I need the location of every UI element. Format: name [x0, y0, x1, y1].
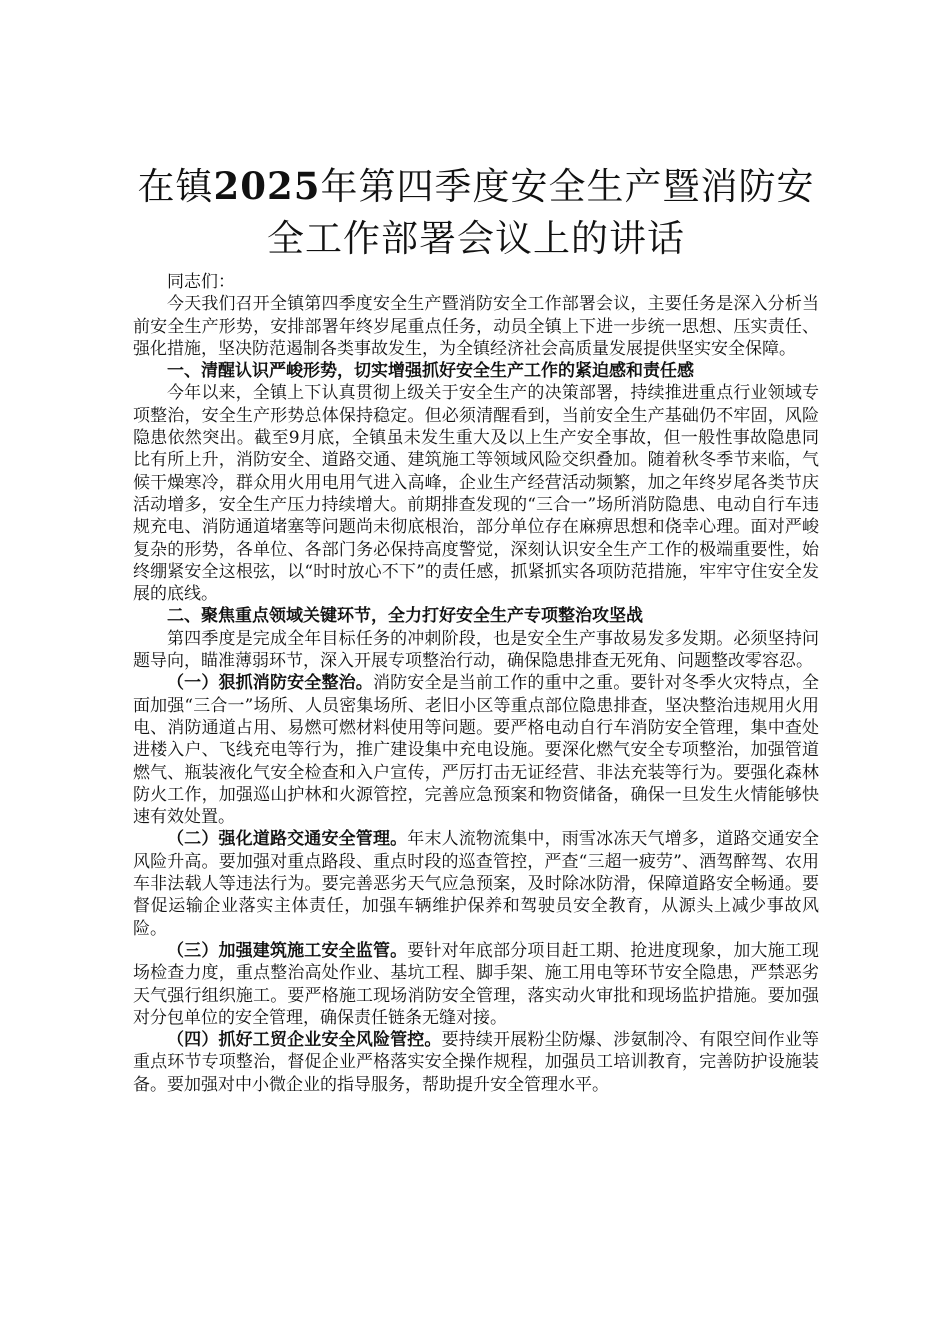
section-2-paragraph: 第四季度是完成全年目标任务的冲刺阶段，也是安全生产事故易发多发期。必须坚持问题导向，瞄准薄弱环节，深入开展专项整治行动，确保隐患排查无死角、问题整改零容忍。 [133, 628, 819, 672]
item-4-text: 要持续开展粉尘防爆、涉氨制冷、有限空间作业等重点环节专项整治，督促企业严格落实安全操作规程，加强员工培训教育，完善防护设施装备。要加强对中小微企业的指导服务，帮助提升安全管理水平。 [133, 1030, 819, 1095]
section-2-heading: 二、聚焦重点领域关键环节，全力打好安全生产专项整治攻坚战 [167, 606, 643, 627]
title-suffix: 年第四季度安全生产暨消防安全工作部署会议上的讲话 [267, 165, 815, 260]
document-title [133, 160, 819, 265]
item-2-text: 年末人流物流集中，雨雪冰冻天气增多，道路交通安全风险升高。要加强对重点路段、重点时段的巡查管控，严查“三超一疲劳”、酒驾醉驾、农用车非法载人等违法行为。要完善恶劣天气应急预案，及时除冰防滑，保障道路安全畅通。要督促运输企业落实主体责任，加强车辆维护保养和驾驶员安全教育，从源头上减少事故风险。 [133, 829, 820, 939]
intro-paragraph: 今天我们召开全镇第四季度安全生产暨消防安全工作部署会议，主要任务是深入分析当前安全生产形势，安排部署年终岁尾重点任务，动员全镇上下进一步统一思想、压实责任、强化措施，坚决防范遏制各类事故发生，为全镇经济社会高质量发展提供坚实安全保障。 [133, 294, 819, 359]
title-prefix: 在镇 [137, 165, 214, 208]
item-1-text: 消防安全是当前工作的重中之重。要针对冬季火灾特点，全面加强“三合一”场所、人员密集场所、老旧小区等重点部位隐患排查，坚决整治违规用火用电、消防通道占用、易燃可燃材料使用等问题。要严格电动自行车消防安全管理，集中查处进楼入户、飞线充电等行为，推广建设集中充电设施。要深化燃气安全专项整治，加强管道燃气、瓶装液化气安全检查和入户宣传，严厉打击无证经营、非法充装等行为。要强化森林防火工作，加强巡山护林和火源管控，完善应急预案和物资储备，确保一旦发生火情能够快速有效处置。 [133, 673, 820, 828]
item-4-lead: （四）抓好工贸企业安全风险管控。 [167, 1030, 442, 1051]
item-3-text: 要针对年底部分项目赶工期、抢进度现象，加大施工现场检查力度，重点整治高处作业、基坑工程、脚手架、施工用电等环节安全隐患，严禁恶劣天气强行组织施工。要严格施工现场消防安全管理，落实动火审批和现场监护措施。要加强对分包单位的安全管理，确保责任链条无缝对接。 [133, 940, 820, 1028]
section-2-item-1 [133, 672, 819, 828]
section-2-item-2 [133, 828, 819, 939]
document-page [133, 160, 819, 1096]
section-1-heading: 一、清醒认识严峻形势，切实增强抓好安全生产工作的紧迫感和责任感 [167, 361, 694, 382]
section-2-item-3 [133, 940, 819, 1029]
item-2-lead: （二）强化道路交通安全管理。 [167, 829, 408, 850]
item-3-lead: （三）加强建筑施工安全监管。 [167, 940, 408, 961]
title-year: 2025 [213, 164, 321, 208]
item-1-lead: （一）狠抓消防安全整治。 [167, 673, 373, 694]
section-2-item-4 [133, 1029, 819, 1096]
salutation: 同志们： [167, 272, 235, 292]
section-1-paragraph: 今年以来，全镇上下认真贯彻上级关于安全生产的决策部署，持续推进重点行业领域专项整治，安全生产形势总体保持稳定。但必须清醒看到，当前安全生产基础仍不牢固，风险隐患依然突出。截至9月底，全镇虽未发生重大及以上生产安全事故，但一般性事故隐患同比有所上升，消防安全、道路交通、建筑施工等领域风险交织叠加。随着秋冬季节来临，气候干燥寒冷，群众用火用电用气进入高峰，企业生产经营活动频繁，加之年终岁尾各类节庆活动增多，安全生产压力持续增大。前期排查发现的“三合一”场所消防隐患、电动自行车违规充电、消防通道堵塞等问题尚未彻底根治，部分单位存在麻痹思想和侥幸心理。面对严峻复杂的形势，各单位、各部门务必保持高度警觉，深刻认识安全生产工作的极端重要性，始终绷紧安全这根弦，以“时时放心不下”的责任感，抓紧抓实各项防范措施，牢牢守住安全发展的底线。 [133, 383, 819, 605]
